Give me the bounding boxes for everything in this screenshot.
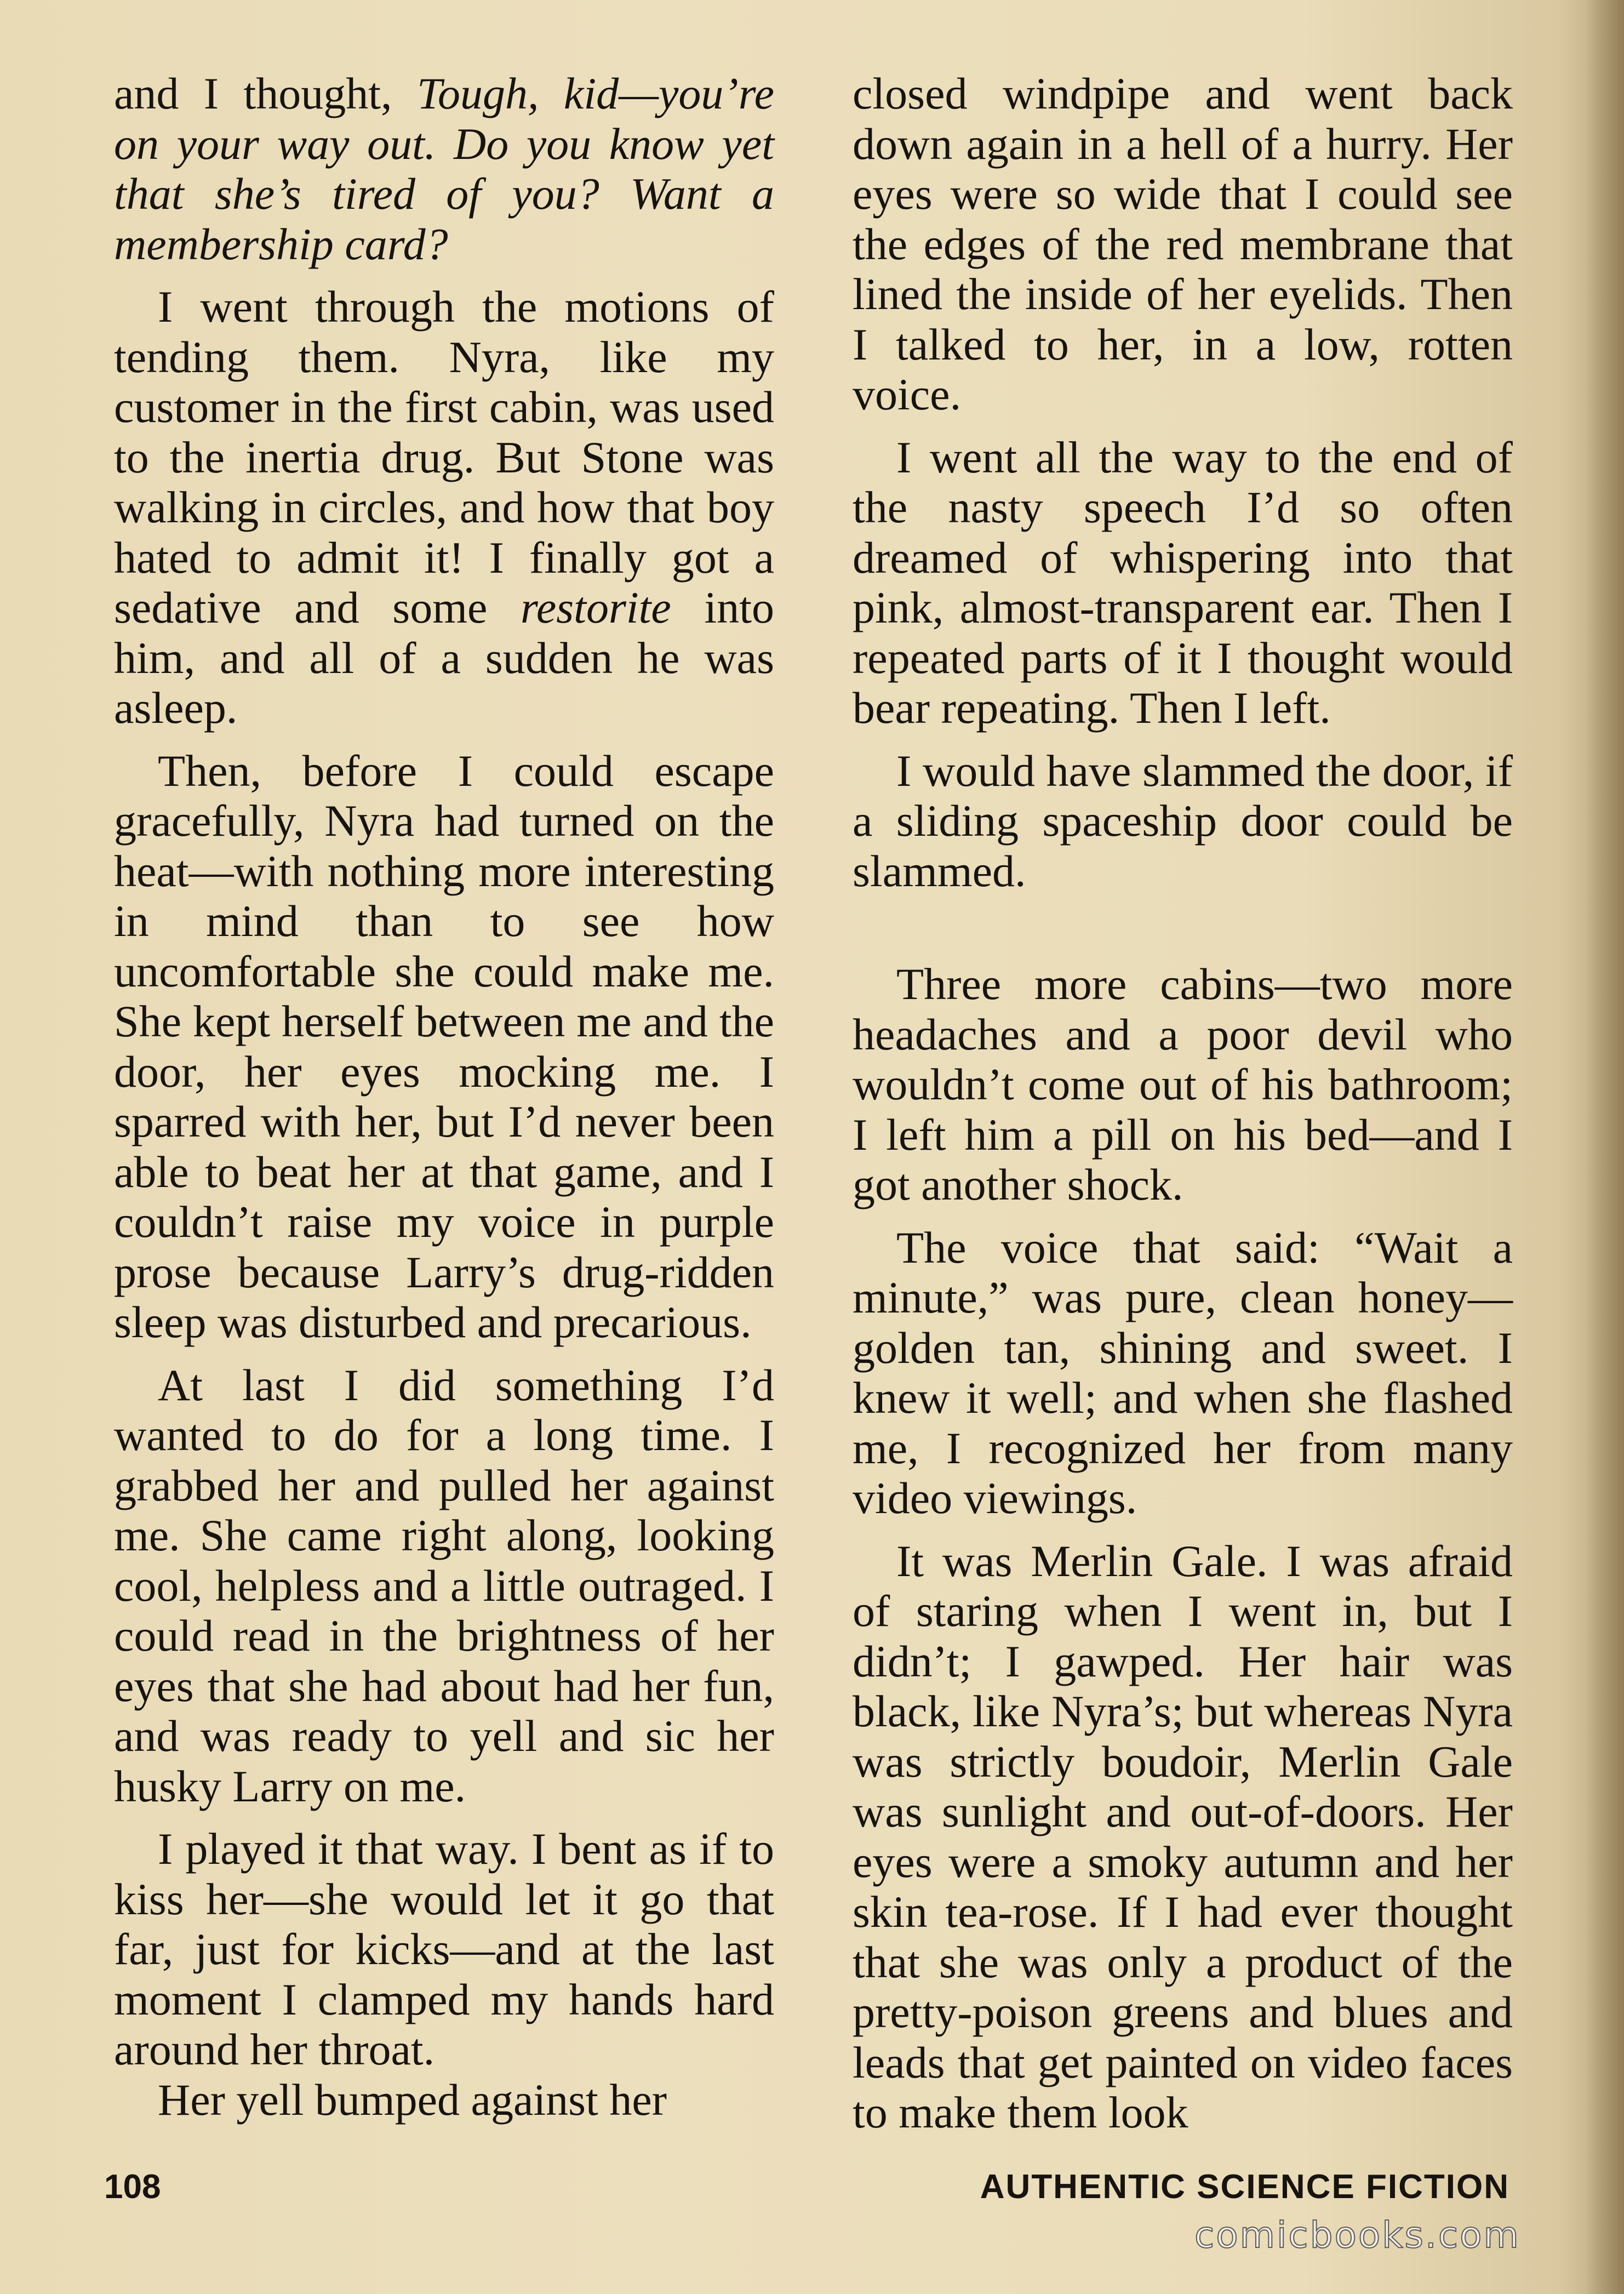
paragraph — [114, 69, 774, 269]
paragraph — [114, 282, 774, 733]
paragraph — [853, 1536, 1513, 2138]
page-number: 108 — [104, 2168, 161, 2206]
text-run: into him, and all of a sudden he was asleep. — [114, 583, 774, 733]
text-run: Her yell bumped against her — [158, 2074, 667, 2125]
right-column — [853, 69, 1513, 2150]
text-run: At last I did something I’d wanted to do for a long time. I grabbed her and pulled her against me. She came right along, looking cool, helpless and a little outraged. I could read in the brightness of her eyes that she had about had her fun, and was ready to yell and sic her husky Larry on me. — [114, 1360, 774, 1811]
text-run: I went all the way to the end of the nasty speech I’d so often dreamed of whispering into that pink, almost-transparent ear. Then I repeated parts of it I thought would bear repeating. Then I left. — [853, 432, 1513, 733]
text-run: Then, before I could escape gracefully, Nyra had turned on the heat—with nothing more interesting in mind than to see how uncomfortable she could make me. She kept herself between me and the door, her eyes mocking me. I sparred with her, but I’d never been able to beat her at that game, and I couldn’t raise my voice in purple prose because Larry’s drug-ridden sleep was disturbed and precarious. — [114, 745, 774, 1347]
page-footer — [104, 2167, 1509, 2217]
paragraph — [853, 959, 1513, 1210]
text-run: closed windpipe and went back down again in a hell of a hurry. Her eyes were so wide that I could see the edges of the red membrane that lined the inside of her eyelids. Then I talked to her, in a low, rotten voice. — [853, 69, 1513, 419]
text-run: It was Merlin Gale. I was afraid of staring when I went in, but I didn’t; I gawped. Her hair was black, like Nyra’s; but whereas Nyra was strictly boudoir, Merlin Gale was sunlight and out-of-doors. Her eyes were a smoky autumn and her skin tea-rose. If I had ever thought that she was only a product of the pretty-poison greens and blues and leads that get painted on video faces to make them look — [853, 1536, 1513, 2137]
paragraph — [853, 432, 1513, 733]
paragraph — [853, 746, 1513, 897]
site-watermark: comicbooks.com — [1194, 2214, 1520, 2256]
italic-text-run: Tough, kid—you’re on your way out. Do you know yet that she’s tired of you? Want a membership card? — [114, 69, 774, 269]
running-head: AUTHENTIC SCIENCE FICTION — [980, 2168, 1509, 2206]
section-break — [853, 909, 1513, 959]
paragraph — [853, 1223, 1513, 1523]
page-edge-shadow — [1586, 0, 1624, 2294]
paragraph — [114, 1824, 774, 2075]
text-run: and I thought, — [114, 69, 417, 118]
text-run: I went through the motions of tending them. Nyra, like my customer in the first cabin, was used to the inertia drug. But Stone was walking in circles, and how that boy hated to admit it! I finally got a sedative and some — [114, 282, 774, 632]
paragraph — [114, 2075, 774, 2125]
left-column — [114, 69, 774, 2137]
text-run: The voice that said: “Wait a minute,” was pure, clean honey—golden tan, shining and sweet. I knew it well; and when she flashed me, I recognized her from many video viewings. — [853, 1222, 1513, 1523]
paragraph — [853, 69, 1513, 420]
text-run: I would have slammed the door, if a sliding spaceship door could be slammed. — [853, 745, 1513, 896]
italic-text-run: restorite — [520, 583, 671, 632]
text-run: Three more cabins—two more headaches and a poor devil who wouldn’t come out of his bathroom; I left him a pill on his bed—and I got another shock. — [853, 959, 1513, 1209]
paragraph — [114, 746, 774, 1348]
text-run: I played it that way. I bent as if to kiss her—she would let it go that far, just for kicks—and at the last moment I clamped my hands hard around her throat. — [114, 1824, 774, 2074]
paragraph — [114, 1360, 774, 1812]
